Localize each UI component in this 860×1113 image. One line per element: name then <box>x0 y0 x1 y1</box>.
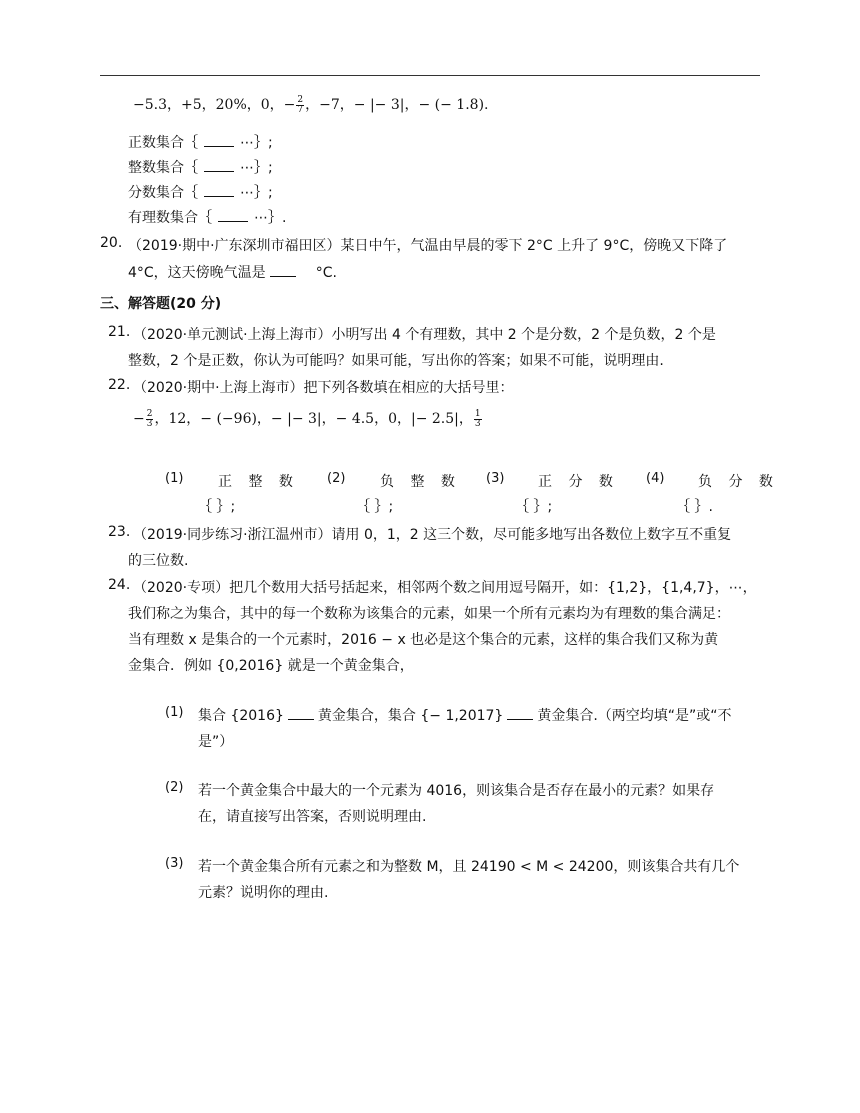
q20-text: 4°C，这天傍晚气温是 <box>128 265 266 281</box>
q24-line2: 我们称之为集合，其中的每一个数称为该集合的元素，如果一个所有元素均为有理数的集合满足： <box>128 606 730 622</box>
set-tail: ⋯｝; <box>240 135 273 151</box>
q24-sub1-line2: 是”） <box>198 734 234 750</box>
q22-part3-index: (3) <box>486 471 505 486</box>
q24-number: 24. <box>108 577 131 593</box>
q21-line2: 整数，2 个是正数，你认为可能吗？如果可能，写出你的答案；如果不可能，说明理由. <box>128 353 664 369</box>
q19-set-integer <box>128 157 273 177</box>
q21-number: 21. <box>108 324 131 340</box>
q22-minus: − <box>133 411 145 427</box>
q24-sub3-line1: 若一个黄金集合所有元素之和为整数 M，且 24190 < M < 24200，则该集合共有几个 <box>198 859 740 875</box>
section-title: 三、解答题(20 分) <box>100 296 222 312</box>
set-label: 整数集合｛ <box>128 160 198 176</box>
set-label: 有理数集合｛ <box>128 210 212 226</box>
q22-part1-index: (1) <box>165 471 184 486</box>
answer-blank[interactable] <box>270 264 296 277</box>
q19-fraction <box>296 96 304 115</box>
q22-number: 22. <box>108 377 131 393</box>
q24-sub2-line1: 若一个黄金集合中最大的一个元素为 4016，则该集合是否存在最小的元素？如果存 <box>198 783 715 799</box>
q22-part2-label: 负 整 数 <box>380 474 461 490</box>
q21-line1: （2020·单元测试·上海上海市）小明写出 4 个有理数，其中 2 个是分数，2 个是负数，2 个是 <box>133 327 716 343</box>
q23-number: 23. <box>108 524 131 540</box>
set-tail: ⋯｝. <box>254 210 287 226</box>
q22-part2-brace: ｛ ｝; <box>356 499 394 515</box>
q22-part4-index: (4) <box>646 471 665 486</box>
fraction-num: 1 <box>474 408 481 419</box>
q19-numbers-part4: ，−7，− |− 3|，− (− 1.8). <box>305 97 489 113</box>
q19-set-rational <box>128 207 286 227</box>
q22-part1-brace: ｛ ｝; <box>198 499 236 515</box>
q23-line1: （2019·同步练习·浙江温州市）请用 0，1，2 这三个数，尽可能多地写出各数位上数字互不重复 <box>133 527 732 543</box>
header-rule <box>100 75 760 76</box>
q20-line2 <box>128 262 337 282</box>
q24-line1: （2020·专项）把几个数用大括号括起来，相邻两个数之间用逗号隔开，如：{1,2}，{1,4,7}，⋯， <box>133 580 757 596</box>
answer-blank[interactable] <box>204 134 234 147</box>
q22-line1: （2020·期中·上海上海市）把下列各数填在相应的大括号里： <box>133 380 514 396</box>
q22-part3-brace: ｛ ｝; <box>515 499 553 515</box>
set-label: 正数集合｛ <box>128 135 198 151</box>
answer-blank[interactable] <box>218 209 248 222</box>
q19-set-fraction <box>128 182 273 202</box>
q19-numbers-part1: −5.3，+5， <box>133 97 216 113</box>
q19-set-positive <box>128 132 273 152</box>
q20-unit: °C. <box>315 265 337 281</box>
q20-number: 20. <box>100 235 123 251</box>
fraction-den: 3 <box>474 418 481 429</box>
q22-part4-brace: ｛ ｝. <box>676 499 713 515</box>
q20-line1: （2019·期中·广东深圳市福田区）某日中午，气温由早晨的零下 2°C 上升了 9°C，傍晚又下降了 <box>128 238 728 254</box>
q22-numbers-line <box>133 408 483 429</box>
q24-sub3-line2: 元素？说明你的理由. <box>198 885 329 901</box>
fraction-den: 3 <box>146 418 153 429</box>
q24-sub1-part-b: 黄金集合，集合 {− 1,2017} <box>317 708 504 724</box>
q22-numbers: ，12，− (−96)，− |− 3|，− 4.5，0，|− 2.5|， <box>154 411 473 427</box>
q24-sub2-line2: 在，请直接写出答案，否则说明理由. <box>198 809 427 825</box>
q19-fraction-num: 2 <box>297 94 304 105</box>
set-label: 分数集合｛ <box>128 185 198 201</box>
set-tail: ⋯｝; <box>240 185 273 201</box>
q24-sub1-index: (1) <box>165 705 184 720</box>
fraction-num: 2 <box>146 408 153 419</box>
q22-part4-label: 负 分 数 <box>698 474 779 490</box>
q22-fraction-1 <box>146 410 154 429</box>
answer-blank[interactable] <box>507 707 533 720</box>
q24-sub2-index: (2) <box>165 780 184 795</box>
set-tail: ⋯｝; <box>240 160 273 176</box>
q22-fraction-2 <box>474 410 482 429</box>
q19-fraction-den: 7 <box>297 104 304 115</box>
answer-blank[interactable] <box>204 159 234 172</box>
q24-sub1-part-a: 集合 {2016} <box>198 708 284 724</box>
q19-numbers-line <box>133 94 488 115</box>
q19-numbers-part3: ，0，− <box>246 97 296 113</box>
q24-line3: 当有理数 x 是集合的一个元素时，2016 − x 也必是这个集合的元素，这样的集合我们又称为黄 <box>128 632 719 648</box>
q24-sub3-index: (3) <box>165 856 184 871</box>
q24-line4: 金集合．例如 {0,2016} 就是一个黄金集合， <box>128 658 414 674</box>
q24-sub1-line1 <box>198 705 732 725</box>
answer-blank[interactable] <box>204 184 234 197</box>
q24-sub1-part-c: 黄金集合.（两空均填“是”或“不 <box>537 708 732 724</box>
q22-part1-label: 正 整 数 <box>218 474 299 490</box>
answer-blank[interactable] <box>288 707 314 720</box>
q19-numbers-part2: 20% <box>215 97 247 113</box>
q23-line2: 的三位数. <box>128 553 189 569</box>
q22-part3-label: 正 分 数 <box>538 474 619 490</box>
q22-part2-index: (2) <box>327 471 346 486</box>
